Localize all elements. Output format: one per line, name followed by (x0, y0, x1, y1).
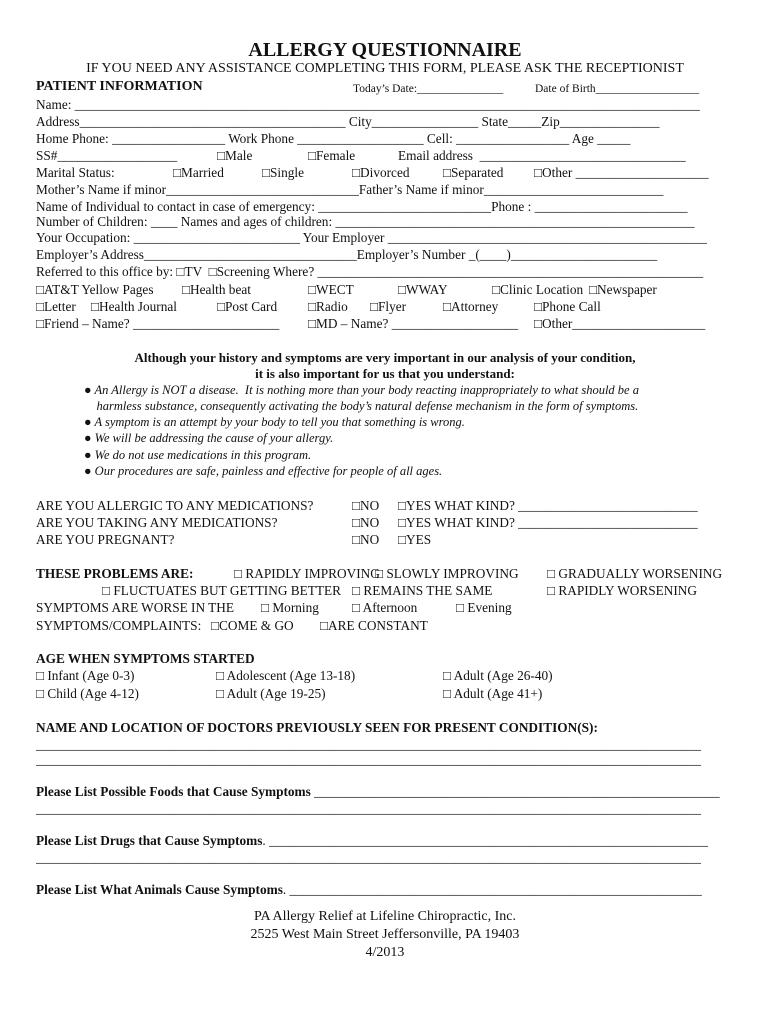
emergency-contact-field[interactable]: Name of Individual to contact in case of emergency: __________________________Phone : _______________________ (36, 199, 688, 214)
email-field[interactable]: Email address _______________________________ (398, 148, 686, 163)
drugs-field[interactable]: . __________________________________________________________________ (262, 833, 708, 848)
male-checkbox[interactable]: □Male (217, 148, 253, 163)
form-subtitle: IF YOU NEED ANY ASSISTANCE COMPLETING THIS FORM, PLEASE ASK THE RECEPTIONIST (86, 61, 684, 76)
single-checkbox[interactable]: □Single (262, 165, 305, 180)
medications-yes-field[interactable]: □YES WHAT KIND? ___________________________ (398, 515, 698, 530)
animals-field[interactable]: . ______________________________________________________________ (282, 882, 702, 897)
referral-radio[interactable]: □Radio (308, 299, 348, 314)
age-adult-41-checkbox[interactable]: □ Adult (Age 41+) (443, 686, 543, 701)
referral-health-journal[interactable]: □Health Journal (91, 299, 177, 314)
intro-line-1: Although your history and symptoms are very important in our analysis of your condition, (134, 350, 636, 365)
drugs-label: Please List Drugs that Cause Symptoms (36, 833, 263, 848)
age-adolescent-checkbox[interactable]: □ Adolescent (Age 13-18) (216, 668, 356, 683)
married-checkbox[interactable]: □Married (173, 165, 224, 180)
referred-field[interactable]: Referred to this office by: □TV □Screening Where? __________________________________________________________ (36, 264, 704, 279)
referral-wect[interactable]: □WECT (308, 282, 354, 297)
todays-date-field[interactable]: Today’s Date:_______________ (353, 83, 504, 95)
remains-same-checkbox[interactable]: □ REMAINS THE SAME (352, 583, 493, 598)
intro-bullet: ● A symptom is an attempt by your body to tell you that something is wrong. (84, 415, 465, 429)
fluctuates-checkbox[interactable]: □ FLUCTUATES BUT GETTING BETTER (102, 583, 341, 598)
intro-bullet: ● Our procedures are safe, painless and effective for people of all ages. (84, 464, 443, 478)
referral-post-card[interactable]: □Post Card (217, 299, 278, 314)
referral-letter[interactable]: □Letter (36, 299, 76, 314)
marital-status-label: Marital Status: (36, 165, 115, 180)
referral-phone-call[interactable]: □Phone Call (534, 299, 601, 314)
intro-bullet: ● An Allergy is NOT a disease. It is nothing more than your body reacting inappropriately to what should be a (84, 383, 639, 397)
morning-checkbox[interactable]: □ Morning (261, 600, 319, 615)
referral-friend[interactable]: □Friend – Name? ______________________ (36, 316, 280, 331)
age-infant-checkbox[interactable]: □ Infant (Age 0-3) (36, 668, 135, 683)
referral-md[interactable]: □MD – Name? ___________________ (308, 316, 519, 331)
age-heading: AGE WHEN SYMPTOMS STARTED (36, 651, 255, 666)
intro-bullet: ● We do not use medications in this program. (84, 448, 312, 462)
come-go-checkbox[interactable]: □COME & GO (211, 618, 294, 633)
patient-info-heading: PATIENT INFORMATION (36, 79, 203, 94)
ss-field[interactable]: SS#__________________ (36, 148, 178, 163)
dob-field[interactable]: Date of Birth__________________ (535, 83, 700, 95)
slowly-improving-checkbox[interactable]: □ SLOWLY IMPROVING (375, 566, 519, 581)
referral-attorney[interactable]: □Attorney (443, 299, 499, 314)
doctors-heading: NAME AND LOCATION OF DOCTORS PREVIOUSLY SEEN FOR PRESENT CONDITION(S): (36, 720, 598, 735)
animals-label: Please List What Animals Cause Symptoms (36, 882, 283, 897)
referral-health-beat[interactable]: □Health beat (182, 282, 251, 297)
intro-line-2: it is also important for us that you understand: (255, 366, 515, 381)
intro-bullet: ● We will be addressing the cause of your allergy. (84, 431, 334, 445)
question-label: ARE YOU ALLERGIC TO ANY MEDICATIONS? (36, 498, 314, 513)
occupation-field[interactable]: Your Occupation: _________________________ Your Employer ________________________________________________ (36, 230, 707, 245)
foods-field[interactable]: _____________________________________________________________ (310, 784, 720, 799)
worse-in-label: SYMPTOMS ARE WORSE IN THE (36, 600, 235, 615)
divorced-checkbox[interactable]: □Divorced (352, 165, 410, 180)
referral-other[interactable]: □Other____________________ (534, 316, 706, 331)
female-checkbox[interactable]: □Female (308, 148, 356, 163)
problems-label: THESE PROBLEMS ARE: (36, 566, 194, 581)
separated-checkbox[interactable]: □Separated (443, 165, 504, 180)
foods-label: Please List Possible Foods that Cause Symptoms (36, 784, 311, 799)
footer-date: 4/2013 (365, 945, 405, 960)
allergic-no-checkbox[interactable]: □NO (352, 498, 380, 513)
intro-bullet: harmless substance, consequently activating the body’s natural defense mechanism in the form of symptoms. (84, 399, 639, 413)
age-adult-19-checkbox[interactable]: □ Adult (Age 19-25) (216, 686, 326, 701)
parent-names-field[interactable]: Mother’s Name if minor_____________________________Father’s Name if minor___________________________ (36, 182, 664, 197)
name-field[interactable]: Name: ______________________________________________________________________________________________ (36, 97, 700, 112)
constant-checkbox[interactable]: □ARE CONSTANT (320, 618, 428, 633)
question-label: ARE YOU TAKING ANY MEDICATIONS? (36, 515, 278, 530)
age-child-checkbox[interactable]: □ Child (Age 4-12) (36, 686, 139, 701)
pregnant-no-checkbox[interactable]: □NO (352, 532, 380, 547)
question-label: ARE YOU PREGNANT? (36, 532, 175, 547)
complaints-label: SYMPTOMS/COMPLAINTS: (36, 618, 202, 633)
footer-address: 2525 West Main Street Jeffersonville, PA 19403 (250, 927, 520, 942)
allergic-yes-field[interactable]: □YES WHAT KIND? ___________________________ (398, 498, 698, 513)
referral-att-yellow-pages[interactable]: □AT&T Yellow Pages (36, 282, 154, 297)
gradually-worsening-checkbox[interactable]: □ GRADUALLY WORSENING (547, 566, 723, 581)
referral-clinic-location[interactable]: □Clinic Location (492, 282, 584, 297)
animals-row (36, 882, 732, 898)
afternoon-checkbox[interactable]: □ Afternoon (352, 600, 418, 615)
referral-flyer[interactable]: □Flyer (370, 299, 407, 314)
footer-clinic-name: PA Allergy Relief at Lifeline Chiropractic, Inc. (253, 909, 517, 924)
foods-row (36, 784, 730, 800)
rapidly-improving-checkbox[interactable]: □ RAPIDLY IMPROVING (234, 566, 380, 581)
medications-no-checkbox[interactable]: □NO (352, 515, 380, 530)
foods-line-2[interactable]: ____________________________________________________________________________________________________ (36, 801, 701, 816)
doctors-line-2[interactable]: ____________________________________________________________________________________________________ (36, 752, 701, 767)
referral-newspaper[interactable]: □Newspaper (589, 282, 657, 297)
drugs-row (36, 833, 730, 849)
evening-checkbox[interactable]: □ Evening (456, 600, 512, 615)
drugs-line-2[interactable]: ____________________________________________________________________________________________________ (36, 850, 701, 865)
form-title: ALLERGY QUESTIONNAIRE (248, 39, 522, 61)
referral-wway[interactable]: □WWAY (398, 282, 448, 297)
address-field[interactable]: Address________________________________________ City________________ State_____Zip_______________ (36, 114, 660, 129)
employer-address-field[interactable]: Employer’s Address________________________________Employer’s Number _(____)______________________ (36, 247, 658, 262)
phone-field[interactable]: Home Phone: _________________ Work Phone ___________________ Cell: _________________ Age _____ (36, 131, 631, 146)
age-adult-26-checkbox[interactable]: □ Adult (Age 26-40) (443, 668, 553, 683)
doctors-line-1[interactable]: ____________________________________________________________________________________________________ (36, 737, 701, 752)
rapidly-worsening-checkbox[interactable]: □ RAPIDLY WORSENING (547, 583, 698, 598)
pregnant-yes-checkbox[interactable]: □YES (398, 532, 432, 547)
other-marital-checkbox[interactable]: □Other ____________________ (534, 165, 709, 180)
children-field[interactable]: Number of Children: ____ Names and ages of children: ______________________________________________________ (36, 214, 695, 229)
